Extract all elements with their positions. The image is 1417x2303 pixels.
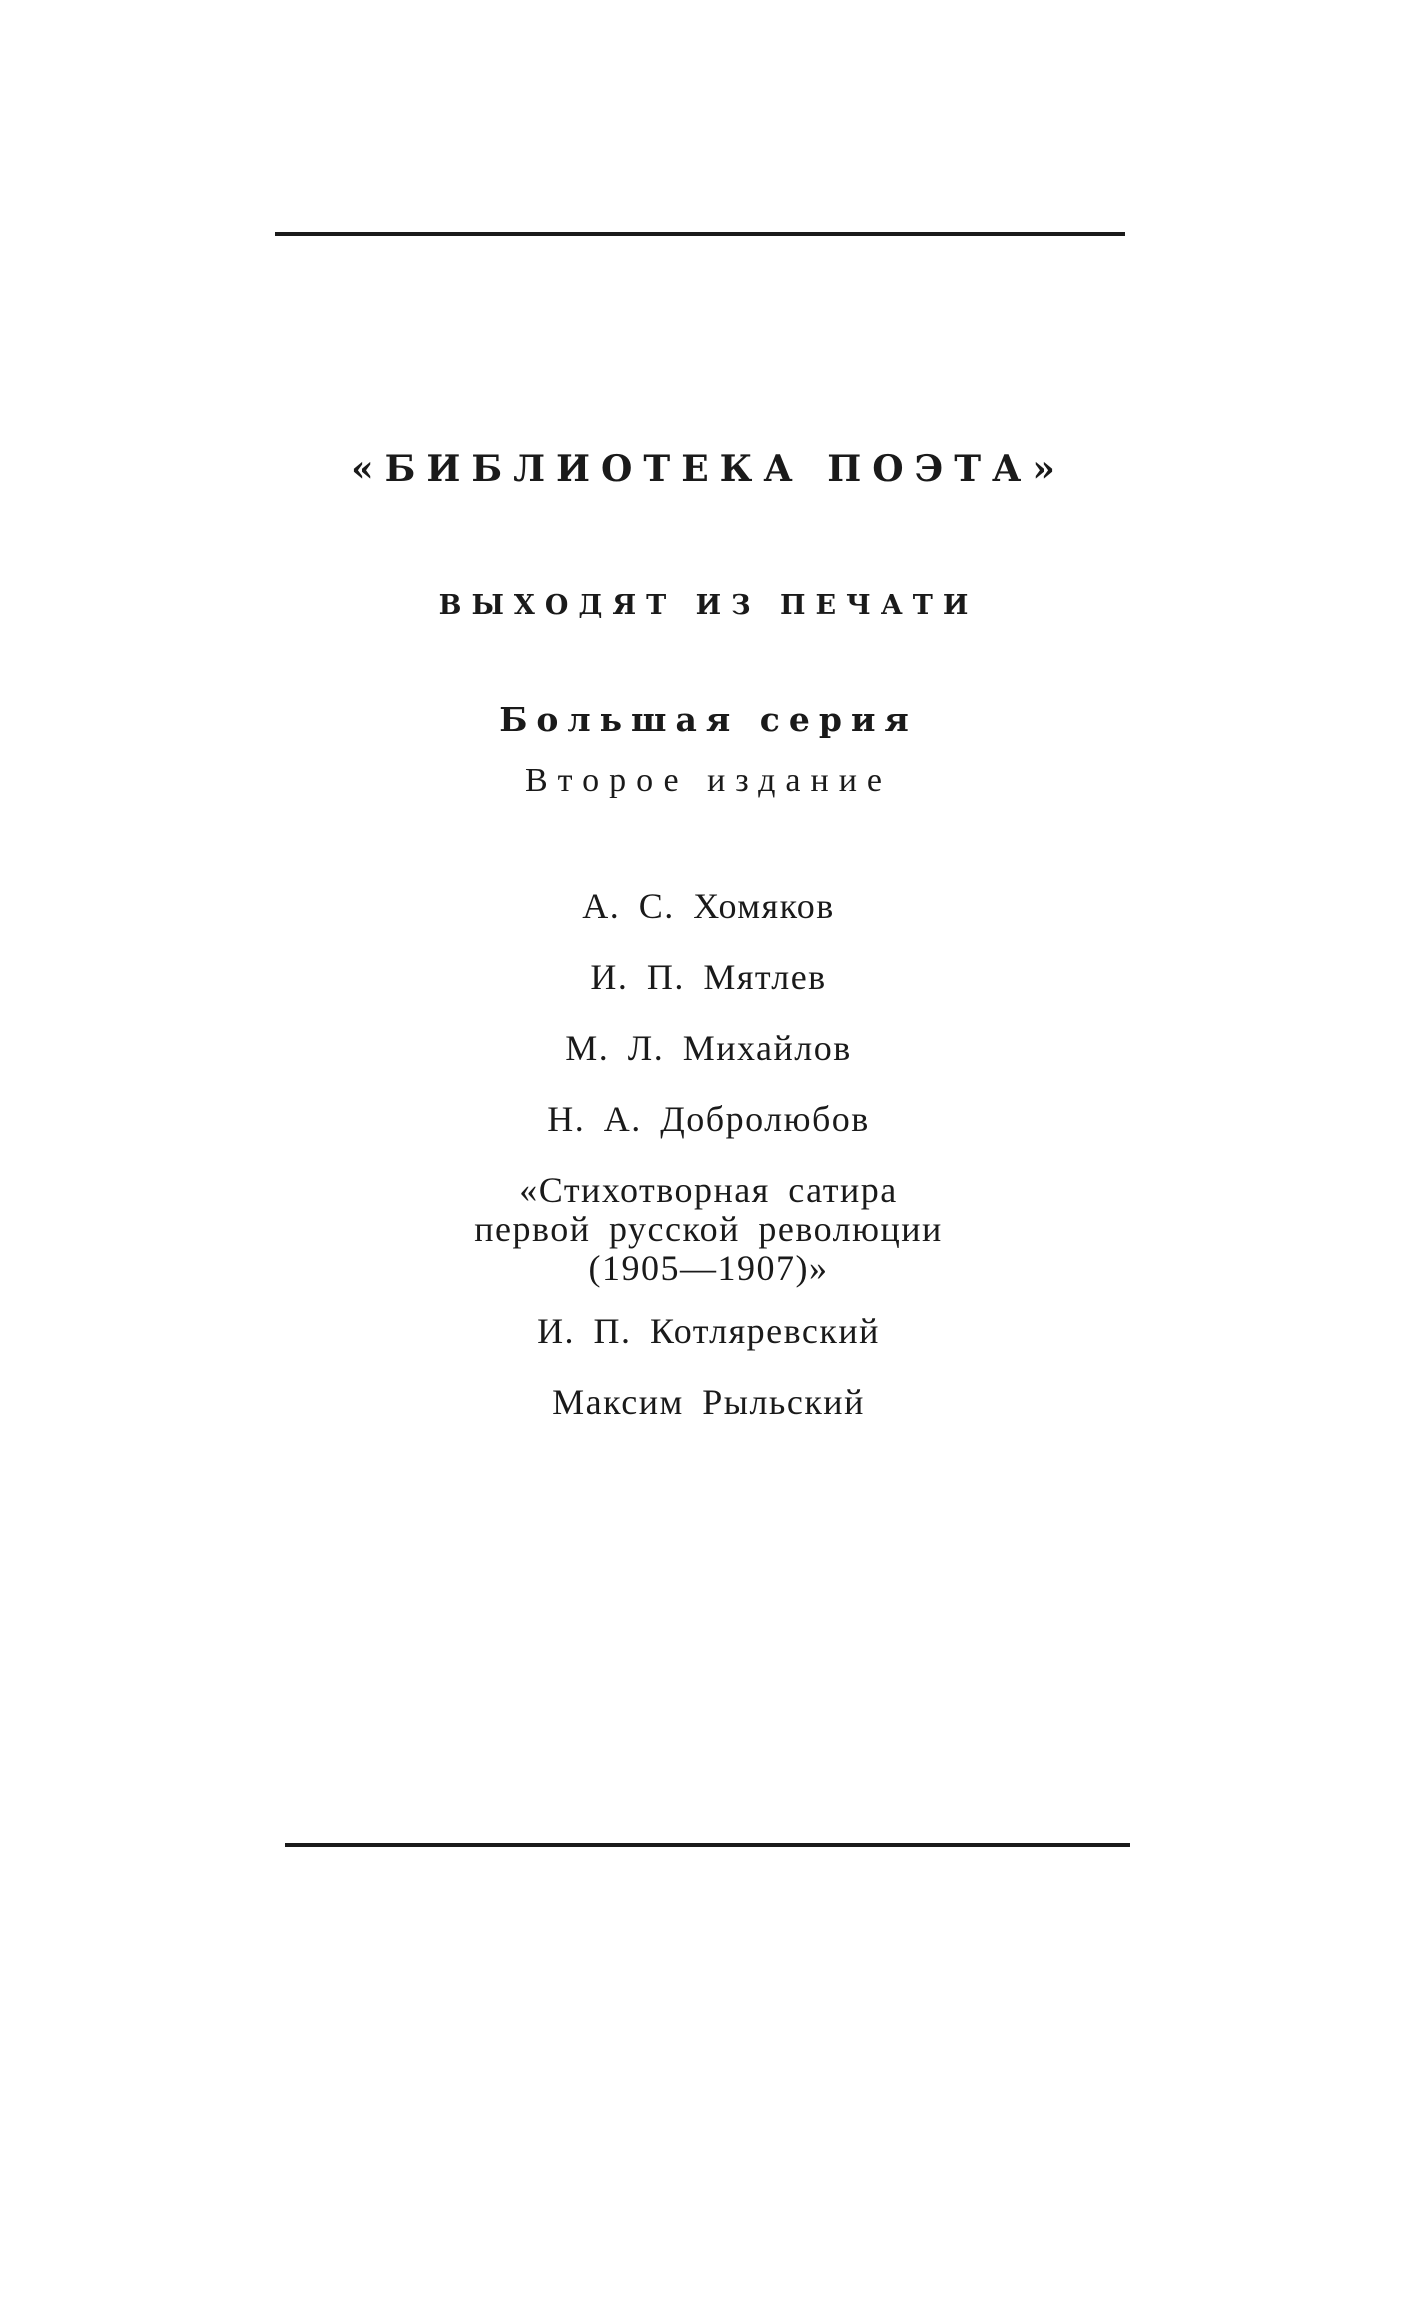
- title-entry: И. П. Мятлев: [590, 957, 827, 997]
- title-entry: И. П. Котляревский: [537, 1311, 880, 1351]
- title-entry-line: (1905—1907)»: [588, 1248, 829, 1288]
- top-rule: [275, 232, 1125, 236]
- title-entry: Максим Рыльский: [552, 1382, 865, 1422]
- title-entry-line: первой русской революции: [474, 1209, 943, 1249]
- title-entry: А. С. Хомяков: [582, 886, 835, 926]
- title-entry: Н. А. Добролюбов: [547, 1099, 870, 1139]
- bottom-rule: [285, 1843, 1130, 1847]
- subseries-title: Большая серия: [499, 700, 918, 739]
- title-entry-line: «Стихотворная сатира: [519, 1170, 898, 1210]
- title-entry: М. Л. Михайлов: [565, 1028, 852, 1068]
- series-title: «БИБЛИОТЕКА ПОЭТА»: [351, 448, 1066, 490]
- publication-status: ВЫХОДЯТ ИЗ ПЕЧАТИ: [438, 590, 979, 621]
- edition-label: Второе издание: [525, 762, 892, 799]
